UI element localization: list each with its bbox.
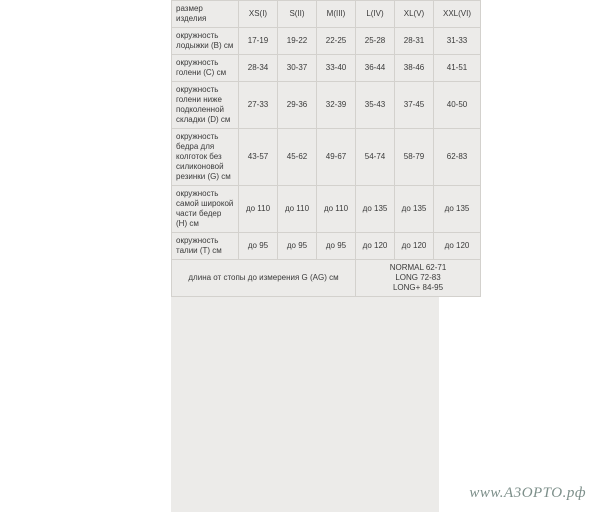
cell-below-knee-xs: 27-33 (239, 82, 278, 129)
cell-widest-hip-xl: до 135 (395, 186, 434, 233)
cell-waist-s: до 95 (278, 233, 317, 260)
cell-widest-hip-l: до 135 (356, 186, 395, 233)
cell-ankle-xs: 17-19 (239, 28, 278, 55)
cell-thigh-xxl: 62-83 (434, 129, 481, 186)
table-footer-row (172, 260, 481, 297)
cell-thigh-s: 45-62 (278, 129, 317, 186)
cell-below-knee-xl: 37-45 (395, 82, 434, 129)
cell-ankle-m: 22-25 (317, 28, 356, 55)
cell-calf-xl: 38-46 (395, 55, 434, 82)
table-header (172, 1, 481, 28)
row-label-below-knee: окружность голени ниже подколенной складки (D) см (172, 82, 239, 129)
footer-length-long-plus: LONG+ 84-95 (392, 283, 444, 292)
cell-below-knee-l: 35-43 (356, 82, 395, 129)
table-row (172, 233, 481, 260)
cell-waist-l: до 120 (356, 233, 395, 260)
cell-calf-s: 30-37 (278, 55, 317, 82)
header-cell-label: размер изделия (172, 1, 239, 28)
cell-thigh-xs: 43-57 (239, 129, 278, 186)
footer-length-long: LONG 72-83 (395, 273, 441, 282)
cell-calf-l: 36-44 (356, 55, 395, 82)
header-cell-size-l: L(IV) (356, 1, 395, 28)
cell-waist-xs: до 95 (239, 233, 278, 260)
table-row (172, 82, 481, 129)
table-row (172, 55, 481, 82)
cell-widest-hip-xxl: до 135 (434, 186, 481, 233)
header-cell-size-xs: XS(I) (239, 1, 278, 28)
row-label-waist: окружность талии (T) см (172, 233, 239, 260)
cell-ankle-l: 25-28 (356, 28, 395, 55)
cell-ankle-s: 19-22 (278, 28, 317, 55)
table-row (172, 186, 481, 233)
footer-length-values (356, 260, 481, 297)
header-cell-size-xxl: XXL(VI) (434, 1, 481, 28)
cell-thigh-m: 49-67 (317, 129, 356, 186)
footer-label-length: длина от стопы до измерения G (AG) см (172, 260, 356, 297)
cell-ankle-xl: 28-31 (395, 28, 434, 55)
header-cell-size-s: S(II) (278, 1, 317, 28)
row-label-ankle: окружность лодыжки (B) см (172, 28, 239, 55)
cell-below-knee-xxl: 40-50 (434, 82, 481, 129)
table-row (172, 129, 481, 186)
row-label-calf: окружность голени (C) см (172, 55, 239, 82)
cell-ankle-xxl: 31-33 (434, 28, 481, 55)
cell-waist-xxl: до 120 (434, 233, 481, 260)
header-cell-size-xl: XL(V) (395, 1, 434, 28)
table-header-row (172, 1, 481, 28)
cell-thigh-l: 54-74 (356, 129, 395, 186)
watermark: www.A3OPTO.рф (469, 485, 586, 501)
footer-length-normal: NORMAL 62-71 (389, 263, 447, 272)
cell-widest-hip-xs: до 110 (239, 186, 278, 233)
row-label-widest-hip: окружность самой широкой части бедер (H) см (172, 186, 239, 233)
cell-calf-xxl: 41-51 (434, 55, 481, 82)
header-cell-size-m: M(III) (317, 1, 356, 28)
size-chart-table (171, 0, 481, 297)
table-row (172, 28, 481, 55)
table-body (172, 28, 481, 297)
row-label-thigh: окружность бедра для колготок без силиконовой резинки (G) см (172, 129, 239, 186)
cell-thigh-xl: 58-79 (395, 129, 434, 186)
cell-calf-m: 33-40 (317, 55, 356, 82)
cell-calf-xs: 28-34 (239, 55, 278, 82)
cell-waist-m: до 95 (317, 233, 356, 260)
cell-below-knee-m: 32-39 (317, 82, 356, 129)
cell-waist-xl: до 120 (395, 233, 434, 260)
cell-below-knee-s: 29-36 (278, 82, 317, 129)
cell-widest-hip-s: до 110 (278, 186, 317, 233)
cell-widest-hip-m: до 110 (317, 186, 356, 233)
